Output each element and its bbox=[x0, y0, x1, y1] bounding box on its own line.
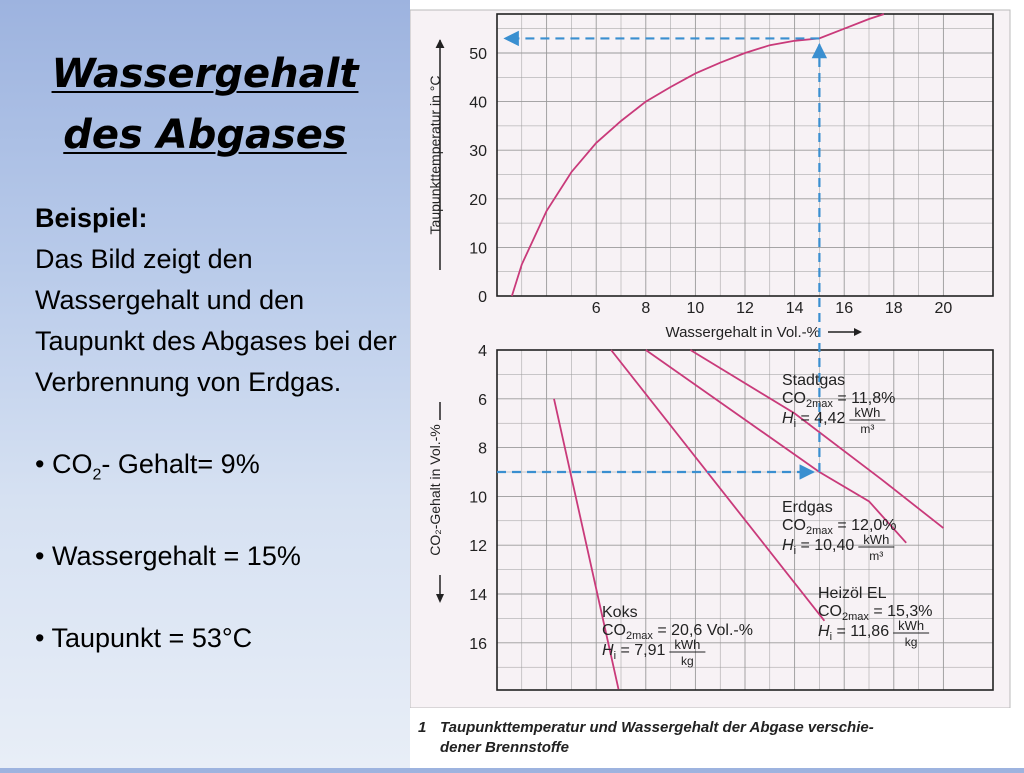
hi-subscript: i bbox=[793, 418, 797, 430]
caption-line-1: Taupunkttemperatur und Wassergehalt der Abgase verschie- bbox=[440, 719, 874, 736]
caption-background bbox=[410, 708, 1024, 768]
unit-denominator-heiz-l-el: kg bbox=[904, 635, 918, 649]
unit-numerator-heiz-l-el: kWh bbox=[898, 618, 925, 633]
unit-denominator-koks: kg bbox=[681, 654, 694, 668]
upper-x-tick-label: 16 bbox=[835, 300, 854, 317]
bullet-co2-sub: 2 bbox=[92, 466, 102, 484]
co2-subscript: 2max bbox=[806, 398, 833, 410]
lower-y-tick-label: 10 bbox=[469, 489, 487, 507]
co2-subscript: 2max bbox=[806, 525, 833, 537]
caption-number: 1 bbox=[418, 719, 427, 736]
unit-numerator-stadtgas: kWh bbox=[854, 405, 881, 420]
bullet-water-text: Wassergehalt = 15% bbox=[51, 541, 301, 572]
bullet-co2: • $CO_2-$ Gehalt= 9% bbox=[35, 449, 260, 484]
co2-value: = 20,6 Vol.-% bbox=[652, 622, 753, 639]
fuel-name-koks: Koks bbox=[602, 604, 638, 621]
co2-symbol: CO bbox=[782, 390, 806, 407]
title-line-1: Wassergehalt bbox=[51, 51, 359, 97]
lower-y-tick-label: 4 bbox=[478, 343, 487, 360]
upper-x-tick-label: 8 bbox=[641, 300, 651, 317]
unit-numerator-koks: kWh bbox=[674, 637, 701, 652]
hi-value: = 7,91 bbox=[616, 642, 666, 659]
grid-group bbox=[497, 14, 993, 690]
co2-value: = 11,8% bbox=[832, 390, 896, 407]
intro-text: Das Bild zeigt den Wassergehalt und den Taupunkt des Abgases bei der Verbrennung von Erdgas. bbox=[35, 244, 397, 397]
bullet-dewpoint-text: Taupunkt = 53°C bbox=[51, 623, 253, 654]
co2-symbol: CO bbox=[782, 517, 806, 534]
lower-y-tick-label: 12 bbox=[469, 538, 487, 556]
lower-y-tick-label: 16 bbox=[469, 635, 487, 653]
co2-subscript: 2max bbox=[842, 611, 869, 623]
hi-subscript: i bbox=[829, 631, 833, 643]
upper-x-tick-label: 14 bbox=[785, 300, 804, 317]
hi-symbol: H bbox=[602, 642, 614, 659]
lower-y-tick-label: 6 bbox=[478, 391, 487, 409]
bullet-dewpoint: • Taupunkt = 53°C bbox=[35, 623, 253, 654]
hi-value: = 11,86 bbox=[832, 623, 890, 640]
upper-xlabel: Wassergehalt in Vol.-% bbox=[665, 324, 820, 341]
slide-body bbox=[35, 198, 405, 659]
lower-y-tick-label: 14 bbox=[469, 587, 487, 604]
upper-y-tick-label: 20 bbox=[469, 191, 487, 209]
hi-subscript: i bbox=[793, 545, 797, 557]
lower-y-tick-label: 8 bbox=[478, 440, 487, 458]
slide-title bbox=[20, 44, 390, 166]
upper-x-tick-label: 18 bbox=[884, 300, 903, 317]
upper-y-tick-label: 0 bbox=[478, 289, 487, 306]
unit-numerator-erdgas: kWh bbox=[863, 532, 890, 547]
bullet-co2-suffix: - Gehalt= 9% bbox=[101, 449, 260, 479]
co2-value: = 12,0% bbox=[832, 517, 897, 534]
upper-x-tick-label: 10 bbox=[686, 300, 705, 317]
upper-y-tick-label: 10 bbox=[469, 240, 487, 258]
lower-ylabel: CO₂-Gehalt in Vol.-% bbox=[427, 424, 443, 556]
fuel-name-heiz-l-el: Heizöl EL bbox=[818, 585, 887, 602]
example-heading: Beispiel: bbox=[35, 203, 148, 233]
title-line-2: des Abgases bbox=[63, 112, 347, 158]
figure-panel bbox=[410, 0, 1024, 768]
hi-symbol: H bbox=[782, 410, 794, 427]
co2-symbol: CO bbox=[602, 622, 626, 639]
upper-x-tick-label: 6 bbox=[591, 300, 601, 317]
upper-x-tick-label: 20 bbox=[934, 300, 953, 317]
hi-value: = 4,42 bbox=[796, 410, 846, 427]
co2-value: = 15,3% bbox=[868, 603, 933, 620]
hi-symbol: H bbox=[782, 537, 794, 554]
upper-x-tick-label: 12 bbox=[736, 300, 754, 317]
upper-y-tick-label: 30 bbox=[469, 143, 487, 161]
fuel-name-stadtgas: Stadtgas bbox=[782, 372, 846, 389]
bullet-water: • Wassergehalt = 15% bbox=[35, 541, 301, 572]
nomogram-chart bbox=[410, 0, 1024, 768]
unit-denominator-stadtgas: m³ bbox=[860, 422, 875, 436]
text-panel bbox=[0, 0, 410, 768]
upper-ylabel: Taupunkttemperatur in °C bbox=[427, 75, 443, 235]
bullet-co2-prefix: CO bbox=[51, 449, 93, 479]
fuel-name-erdgas: Erdgas bbox=[782, 499, 833, 516]
hi-symbol: H bbox=[818, 623, 830, 640]
caption-line-2: dener Brennstoffe bbox=[440, 739, 569, 756]
hi-value: = 10,40 bbox=[796, 537, 855, 554]
unit-denominator-erdgas: m³ bbox=[869, 549, 884, 563]
hi-subscript: i bbox=[613, 650, 617, 662]
co2-subscript: 2max bbox=[626, 630, 653, 642]
upper-y-tick-label: 40 bbox=[469, 94, 487, 112]
co2-symbol: CO bbox=[818, 603, 842, 620]
upper-y-tick-label: 50 bbox=[469, 46, 487, 63]
